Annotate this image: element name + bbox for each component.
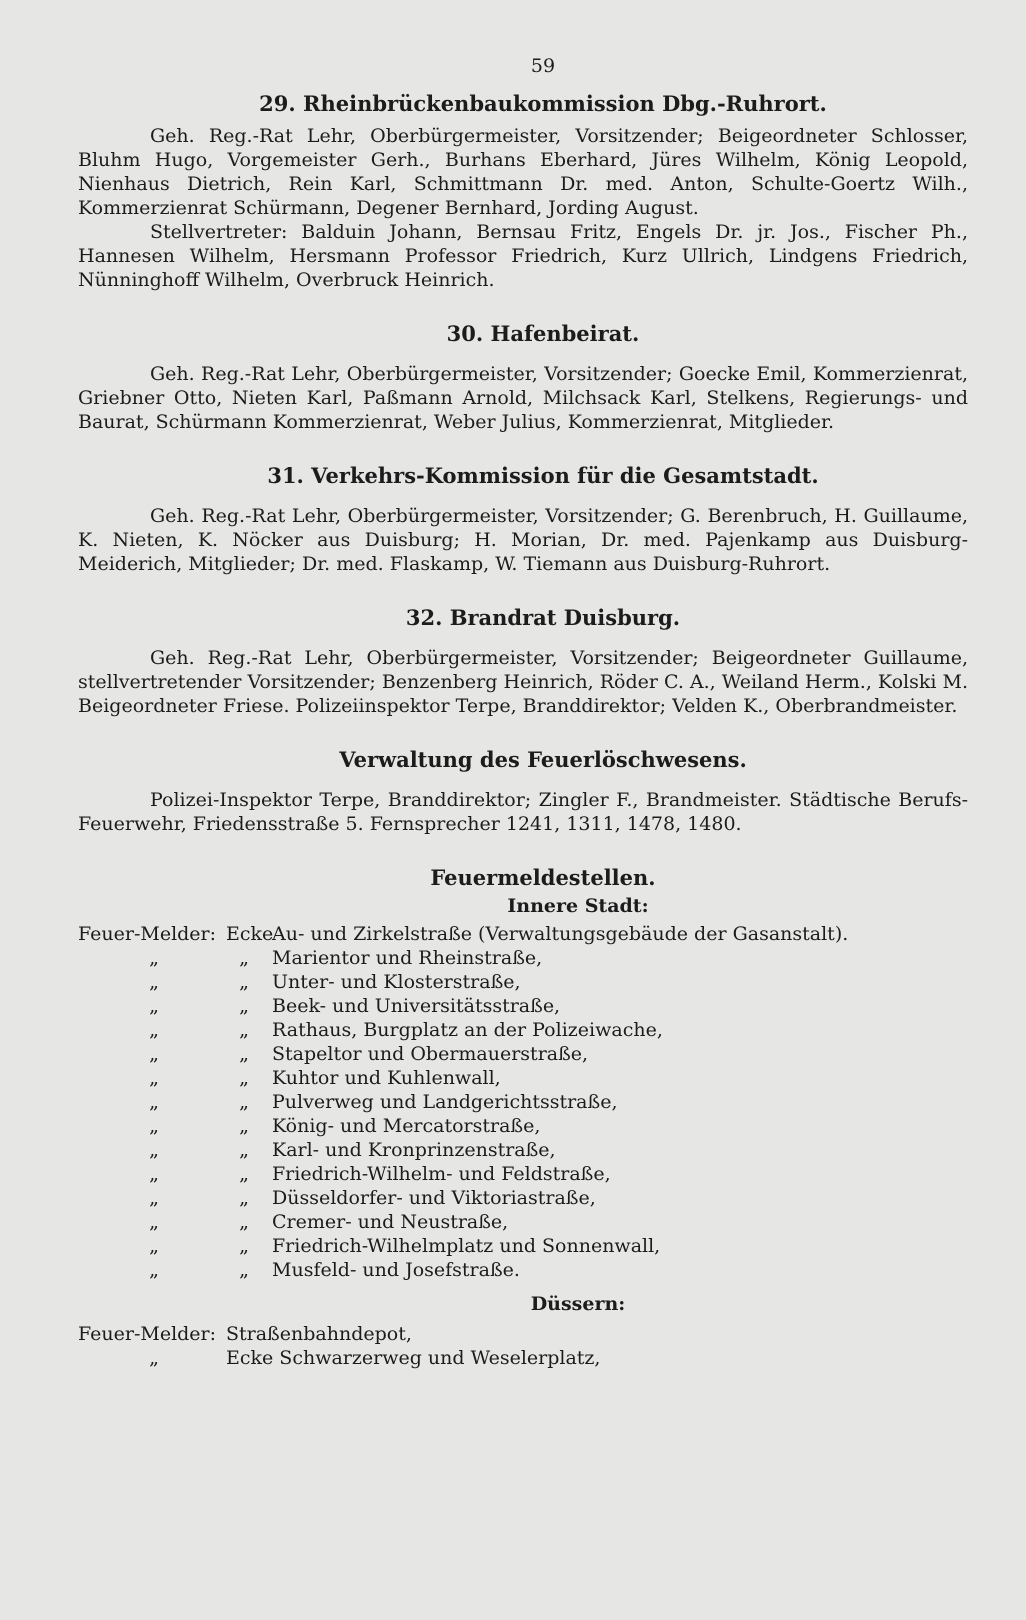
section-29-title: 29. Rheinbrückenbaukommission Dbg.-Ruhrort. xyxy=(259,91,827,116)
page xyxy=(78,54,968,1370)
list-item xyxy=(78,970,968,994)
location: König- und Mercatorstraße, xyxy=(272,1115,541,1137)
list-item xyxy=(78,1234,968,1258)
section-29-members: Geh. Reg.-Rat Lehr, Oberbürgermeister, Vorsitzender; Beigeordneter Schlosser, Bluhm Hugo, Vorgemeister Gerh., Burhans Eberhard, Jüres Wilhelm, König Leopold, Nienhaus Dietrich, Rein Karl, Schmittmann Dr. med. Anton, Schulte-Goertz Wilh., Kommerzienrat Schürmann, Degener Bernhard, Jording August. xyxy=(78,125,968,219)
ditto-mark: „ xyxy=(239,1211,249,1233)
list-item xyxy=(78,1018,968,1042)
list-item xyxy=(78,1210,968,1234)
ditto-mark: „ xyxy=(149,995,159,1017)
ditto-mark: „ xyxy=(239,1259,249,1281)
ditto-mark: „ xyxy=(149,1115,159,1137)
location: Cremer- und Neustraße, xyxy=(272,1211,509,1233)
location: Friedrich-Wilhelm- und Feldstraße, xyxy=(272,1163,611,1185)
ditto-mark: „ xyxy=(239,1139,249,1161)
ditto-mark: „ xyxy=(239,995,249,1017)
list-item xyxy=(78,1114,968,1138)
section-29-deputies: Stellvertreter: Balduin Johann, Bernsau Fritz, Engels Dr. jr. Jos., Fischer Ph., Hannesen Wilhelm, Hersmann Professor Friedrich, Kurz Ullrich, Lindgens Friedrich, Nünninghoff Wilhelm, Overbruck Heinrich. xyxy=(78,221,968,291)
location: Marientor und Rheinstraße, xyxy=(272,947,543,969)
section-31-title: 31. Verkehrs-Kommission für die Gesamtstadt. xyxy=(267,463,819,488)
ditto-mark: „ xyxy=(149,1347,159,1369)
location: Unter- und Klosterstraße, xyxy=(272,971,521,993)
feuer-melder-label: Feuer-Melder: xyxy=(78,1323,217,1345)
feuerloeschwesen-text: Polizei-Inspektor Terpe, Branddirektor; Zingler F., Brandmeister. Städtische Berufs-Feuerwehr, Friedensstraße 5. Fernsprecher 1241, 1311, 1478, 1480. xyxy=(78,789,968,835)
ditto-mark: „ xyxy=(149,1043,159,1065)
duessern-title: Düssern: xyxy=(530,1293,626,1315)
list-item xyxy=(78,1186,968,1210)
ditto-mark: „ xyxy=(149,1187,159,1209)
list-item xyxy=(78,1322,968,1346)
inner-list xyxy=(78,922,968,1282)
ditto-mark: „ xyxy=(239,1043,249,1065)
ditto-mark: „ xyxy=(149,971,159,993)
list-item xyxy=(78,1258,968,1282)
ditto-mark: „ xyxy=(149,1067,159,1089)
ditto-mark: „ xyxy=(239,947,249,969)
section-30-title: 30. Hafenbeirat. xyxy=(446,321,640,346)
list-item xyxy=(78,1162,968,1186)
list-item xyxy=(78,1346,968,1370)
section-31-members: Geh. Reg.-Rat Lehr, Oberbürgermeister, Vorsitzender; G. Berenbruch, H. Guillaume, K. Nieten, K. Nöcker aus Duisburg; H. Morian, Dr. med. Pajenkamp aus Duisburg-Meiderich, Mitglieder; Dr. med. Flaskamp, W. Tiemann aus Duisburg-Ruhrort. xyxy=(78,505,968,575)
ditto-mark: „ xyxy=(149,1235,159,1257)
location: Beek- und Universitätsstraße, xyxy=(272,995,561,1017)
location: Friedrich-Wilhelmplatz und Sonnenwall, xyxy=(272,1235,661,1257)
feuermeldestellen-title: Feuermeldestellen. xyxy=(430,865,656,890)
ditto-mark: „ xyxy=(149,947,159,969)
location: Straßenbahndepot, xyxy=(226,1323,412,1345)
list-item xyxy=(78,1090,968,1114)
section-30-members: Geh. Reg.-Rat Lehr, Oberbürgermeister, Vorsitzender; Goecke Emil, Kommerzienrat, Griebner Otto, Nieten Karl, Paßmann Arnold, Milchsack Karl, Stelkens, Regierungs- und Baurat, Schürmann Kommerzienrat, Weber Julius, Kommerzienrat, Mitglieder. xyxy=(78,363,968,433)
ditto-mark: „ xyxy=(149,1019,159,1041)
innere-stadt-title: Innere Stadt: xyxy=(507,895,649,917)
list-item xyxy=(78,922,968,946)
feuer-melder-label: Feuer-Melder: xyxy=(78,923,217,945)
list-item xyxy=(78,1066,968,1090)
ditto-mark: „ xyxy=(149,1259,159,1281)
location: Musfeld- und Josefstraße. xyxy=(272,1259,520,1281)
ditto-mark: „ xyxy=(149,1211,159,1233)
ditto-mark: „ xyxy=(239,1235,249,1257)
list-item xyxy=(78,946,968,970)
list-item xyxy=(78,1042,968,1066)
location: Au- und Zirkelstraße (Verwaltungsgebäude der Gasanstalt). xyxy=(272,923,849,945)
ecke-label: Ecke xyxy=(226,923,274,945)
feuerloeschwesen-title: Verwaltung des Feuerlöschwesens. xyxy=(339,747,747,772)
list-item xyxy=(78,1138,968,1162)
ditto-mark: „ xyxy=(239,1115,249,1137)
section-32-members: Geh. Reg.-Rat Lehr, Oberbürgermeister, Vorsitzender; Beigeordneter Guillaume, stellvertretender Vorsitzender; Benzenberg Heinrich, Röder C. A., Weiland Herm., Kolski M. Beigeordneter Friese. Polizeiinspektor Terpe, Branddirektor; Velden K., Oberbrandmeister. xyxy=(78,647,969,717)
page-number: 59 xyxy=(530,55,556,77)
location: Ecke Schwarzerweg und Weselerplatz, xyxy=(226,1347,601,1369)
location: Kuhtor und Kuhlenwall, xyxy=(272,1067,501,1089)
ditto-mark: „ xyxy=(149,1163,159,1185)
location: Pulverweg und Landgerichtsstraße, xyxy=(272,1091,618,1113)
ditto-mark: „ xyxy=(239,971,249,993)
location: Karl- und Kronprinzenstraße, xyxy=(272,1139,556,1161)
section-32-title: 32. Brandrat Duisburg. xyxy=(405,605,681,630)
location: Düsseldorfer- und Viktoriastraße, xyxy=(272,1187,596,1209)
location: Rathaus, Burgplatz an der Polizeiwache, xyxy=(272,1019,663,1041)
ditto-mark: „ xyxy=(239,1091,249,1113)
ditto-mark: „ xyxy=(239,1187,249,1209)
ditto-mark: „ xyxy=(149,1091,159,1113)
outer-list xyxy=(78,1322,968,1370)
list-item xyxy=(78,994,968,1018)
ditto-mark: „ xyxy=(239,1019,249,1041)
ditto-mark: „ xyxy=(149,1139,159,1161)
ditto-mark: „ xyxy=(239,1067,249,1089)
ditto-mark: „ xyxy=(239,1163,249,1185)
location: Stapeltor und Obermauerstraße, xyxy=(272,1043,589,1065)
